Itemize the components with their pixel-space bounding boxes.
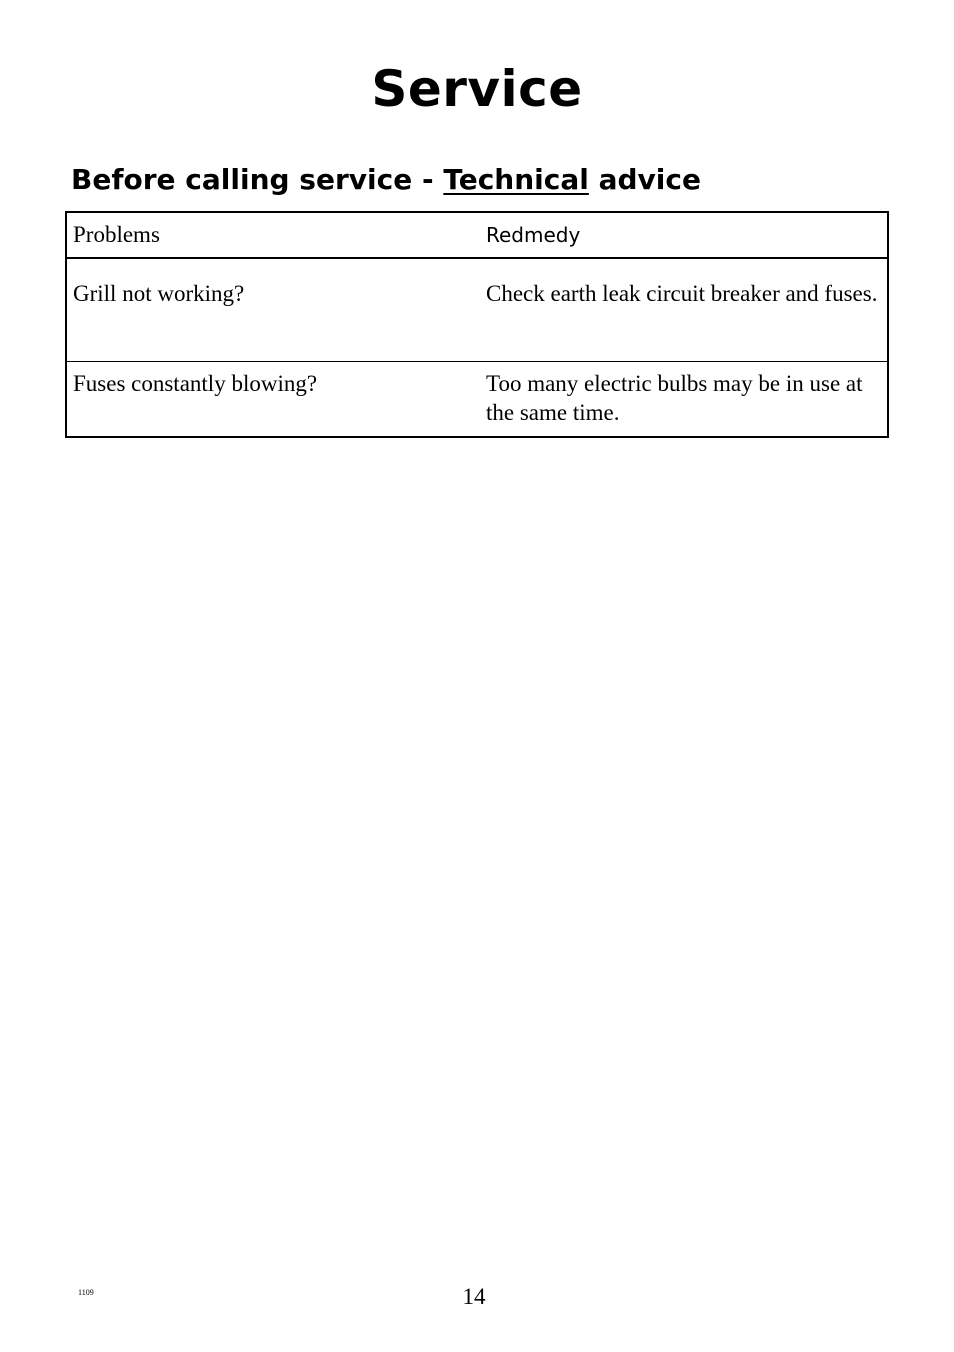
problem-cell: Fuses constantly blowing? xyxy=(73,371,318,396)
section-heading-suffix: advice xyxy=(588,163,701,196)
remedy-cell: Check earth leak circuit breaker and fuses. xyxy=(486,281,878,306)
footer-code: 1109 xyxy=(78,1288,94,1297)
section-heading-prefix: Before calling service - xyxy=(71,163,444,196)
page-number-container xyxy=(0,1282,954,1312)
section-heading-underlined: Technical xyxy=(443,163,589,196)
advice-table xyxy=(65,211,889,438)
page-number: 14 xyxy=(462,1284,486,1309)
page-title: Service xyxy=(371,60,583,118)
table-row xyxy=(67,362,887,436)
problem-cell: Grill not working? xyxy=(73,281,245,306)
header-remedy: Redmedy xyxy=(486,223,581,247)
table-row xyxy=(67,259,887,362)
header-problems: Problems xyxy=(73,222,160,247)
table-header-row xyxy=(67,213,887,259)
section-heading xyxy=(71,160,701,200)
remedy-cell: Too many electric bulbs may be in use at the same time. xyxy=(486,371,863,425)
